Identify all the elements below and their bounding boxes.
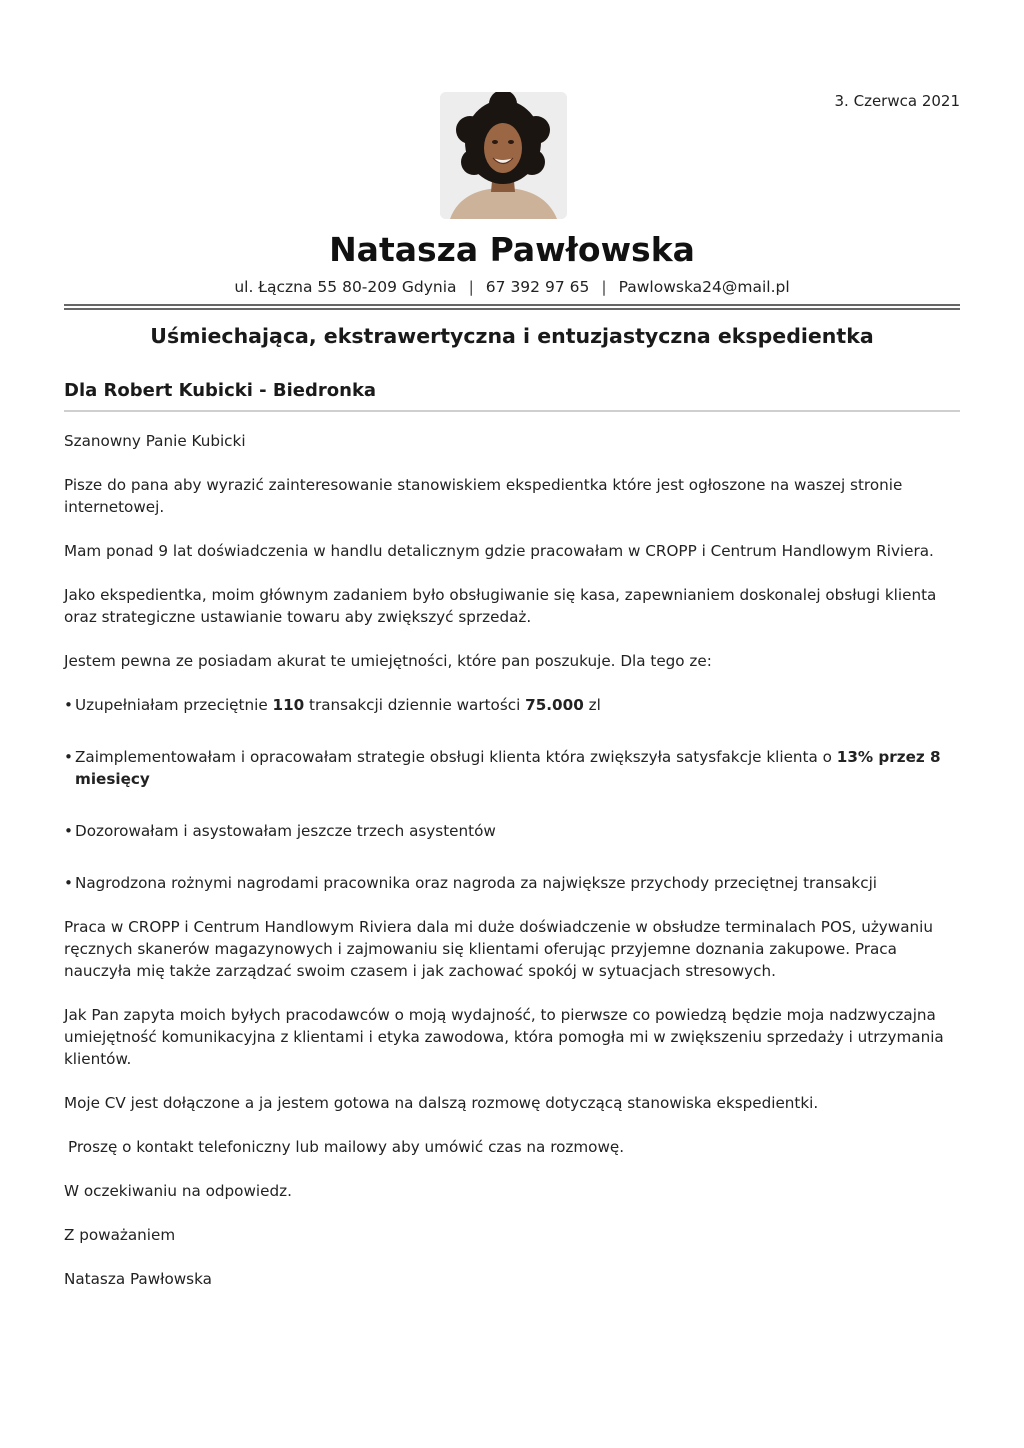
contact-line [0, 278, 1024, 296]
paragraph-intro: Pisze do pana aby wyrazić zainteresowanie stanowiskiem ekspedientka które jest ogłoszone na waszej stronie internetowej. [64, 476, 903, 516]
paragraph-awaiting: W oczekiwaniu na odpowiedz. [64, 1182, 292, 1200]
contact-email: Pawlowska24@mail.pl [618, 278, 790, 296]
headline: Uśmiechająca, ekstrawertyczna i entuzjastyczna ekspedientka [150, 324, 874, 348]
bullet-emphasis: 75.000 [525, 696, 584, 714]
bullet-text: transakcji dziennie wartości [304, 696, 526, 714]
paragraph-experience: Mam ponad 9 lat doświadczenia w handlu detalicznym gdzie pracowałam w CROPP i Centrum Handlowym Riviera. [64, 542, 934, 560]
portrait-photo-icon [440, 92, 567, 219]
letter-date: 3. Czerwca 2021 [834, 92, 960, 110]
signature-name: Natasza Pawłowska [64, 1270, 212, 1288]
bullet-icon: • [64, 822, 73, 840]
letter-body [64, 430, 960, 1312]
profile-photo [440, 92, 567, 219]
paragraph-skills-intro: Jestem pewna ze posiadam akurat te umiejętności, które pan poszukuje. Dla tego ze: [64, 652, 712, 670]
salutation: Szanowny Panie Kubicki [64, 432, 246, 450]
bullet-icon: • [64, 696, 73, 714]
bullet-text: zl [583, 696, 601, 714]
contact-phone: 67 392 97 65 [485, 278, 590, 296]
bullet-icon: • [64, 748, 73, 766]
list-item [64, 694, 960, 716]
paragraph-cv-attached: Moje CV jest dołączone a ja jestem gotowa na dalszą rozmowę dotyczącą stanowiska ekspedientki. [64, 1094, 819, 1112]
bullet-text: Zaimplementowałam i opracowałam strategie obsługi klienta która zwiększyła satysfakcje klienta o [75, 748, 837, 766]
list-item [64, 872, 960, 894]
recipient-heading: Dla Robert Kubicki - Biedronka [64, 380, 377, 401]
recipient-divider [64, 410, 960, 412]
closing-section [64, 916, 960, 1290]
list-item [64, 746, 960, 790]
contact-separator: | [468, 278, 474, 296]
list-item [64, 820, 960, 842]
contact-separator: | [601, 278, 607, 296]
achievements-list [64, 694, 960, 894]
applicant-name: Natasza Pawłowska [329, 230, 695, 269]
paragraph-references: Jak Pan zapyta moich byłych pracodawców o moją wydajność, to pierwsze co powiedzą będzie moja nadzwyczajna umiejętność komunikacyjna z klientami i etyka zawodowa, która pomogła mi w zwiększeniu sprzedaży i utrzymania klientów. [64, 1006, 944, 1068]
bullet-emphasis: 110 [272, 696, 305, 714]
bullet-icon: • [64, 874, 73, 892]
bullet-text: Nagrodzona rożnymi nagrodami pracownika oraz nagroda za największe przychody przeciętnej transakcji [75, 874, 878, 892]
bullet-text: Dozorowałam i asystowałam jeszcze trzech asystentów [75, 822, 496, 840]
bullet-emphasis: 13% przez 8 miesięcy [75, 748, 941, 788]
paragraph-contact-request: Proszę o kontakt telefoniczny lub mailowy aby umówić czas na rozmowę. [68, 1138, 625, 1156]
paragraph-pos-experience: Praca w CROPP i Centrum Handlowym Riviera dala mi duże doświadczenie w obsłudze terminalach POS, używaniu ręcznych skanerów magazynowych i zajmowaniu się klientami oferując przyjemne doznania zakupowe. Praca nauczyła mię także zarządzać swoim czasem i jak zachować spokój w sytuacjach stresowych. [64, 918, 933, 980]
closing-regards: Z poważaniem [64, 1226, 176, 1244]
paragraph-duties: Jako ekspedientka, moim głównym zadaniem było obsługiwanie się kasa, zapewnianiem doskonalej obsługi klienta oraz strategiczne ustawianie towaru aby zwiększyć sprzedaż. [64, 586, 937, 626]
header-divider [64, 304, 960, 310]
contact-address: ul. Łączna 55 80-209 Gdynia [234, 278, 457, 296]
bullet-text: Uzupełniałam przeciętnie [75, 696, 273, 714]
